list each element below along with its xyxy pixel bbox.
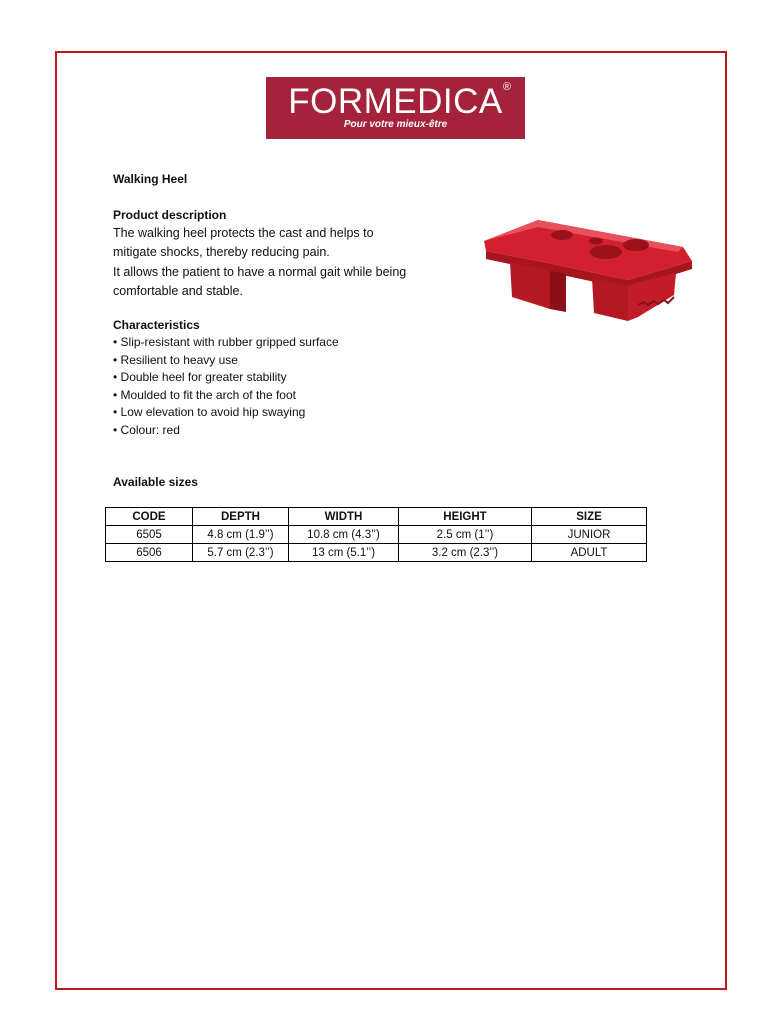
description-line: mitigate shocks, thereby reducing pain.: [113, 245, 330, 260]
column-header-depth: DEPTH: [193, 508, 289, 526]
walking-heel-image: [478, 205, 698, 335]
list-item: • Colour: red: [113, 422, 180, 437]
table-header-row: [106, 508, 647, 526]
list-item: • Moulded to fit the arch of the foot: [113, 387, 296, 402]
table-cell: 5.7 cm (2.3’’): [193, 544, 289, 562]
description-line: The walking heel protects the cast and helps to: [113, 226, 374, 240]
description-line: comfortable and stable.: [113, 283, 243, 298]
column-header-height: HEIGHT: [399, 508, 532, 526]
table-cell: 10.8 cm (4.3’’): [289, 526, 399, 544]
table-cell: 6506: [106, 544, 193, 562]
table-cell: JUNIOR: [532, 526, 647, 544]
table-cell: 3.2 cm (2.3’’): [399, 544, 532, 562]
sizes-table: [105, 507, 647, 562]
characteristics-list: [113, 334, 339, 439]
characteristics-heading: Characteristics: [113, 318, 200, 332]
table-cell: 13 cm (5.1’’): [289, 544, 399, 562]
logo-tagline: Pour votre mieux-être: [343, 119, 448, 130]
table-cell: ADULT: [532, 544, 647, 562]
description-text: [113, 224, 406, 301]
logo-wordmark: FORMEDICA: [288, 82, 503, 121]
table-cell: 2.5 cm (1’’): [399, 526, 532, 544]
table-row: [106, 544, 647, 562]
list-item: • Resilient to heavy use: [113, 352, 238, 367]
list-item: • Double heel for greater stability: [113, 370, 287, 384]
column-header-width: WIDTH: [289, 508, 399, 526]
formedica-logo: [266, 77, 525, 139]
table-cell: 4.8 cm (1.9’’): [193, 526, 289, 544]
sizes-heading: Available sizes: [113, 475, 198, 489]
description-heading: Product description: [113, 208, 227, 222]
list-item: • Slip-resistant with rubber gripped surface: [113, 335, 339, 349]
table-row: [106, 526, 647, 544]
registered-mark: ®: [502, 81, 511, 93]
column-header-size: SIZE: [532, 508, 647, 526]
product-title: Walking Heel: [113, 172, 188, 186]
description-line: It allows the patient to have a normal gait while being: [113, 264, 407, 279]
list-item: • Low elevation to avoid hip swaying: [113, 405, 306, 419]
column-header-code: CODE: [106, 508, 193, 526]
table-cell: 6505: [106, 526, 193, 544]
